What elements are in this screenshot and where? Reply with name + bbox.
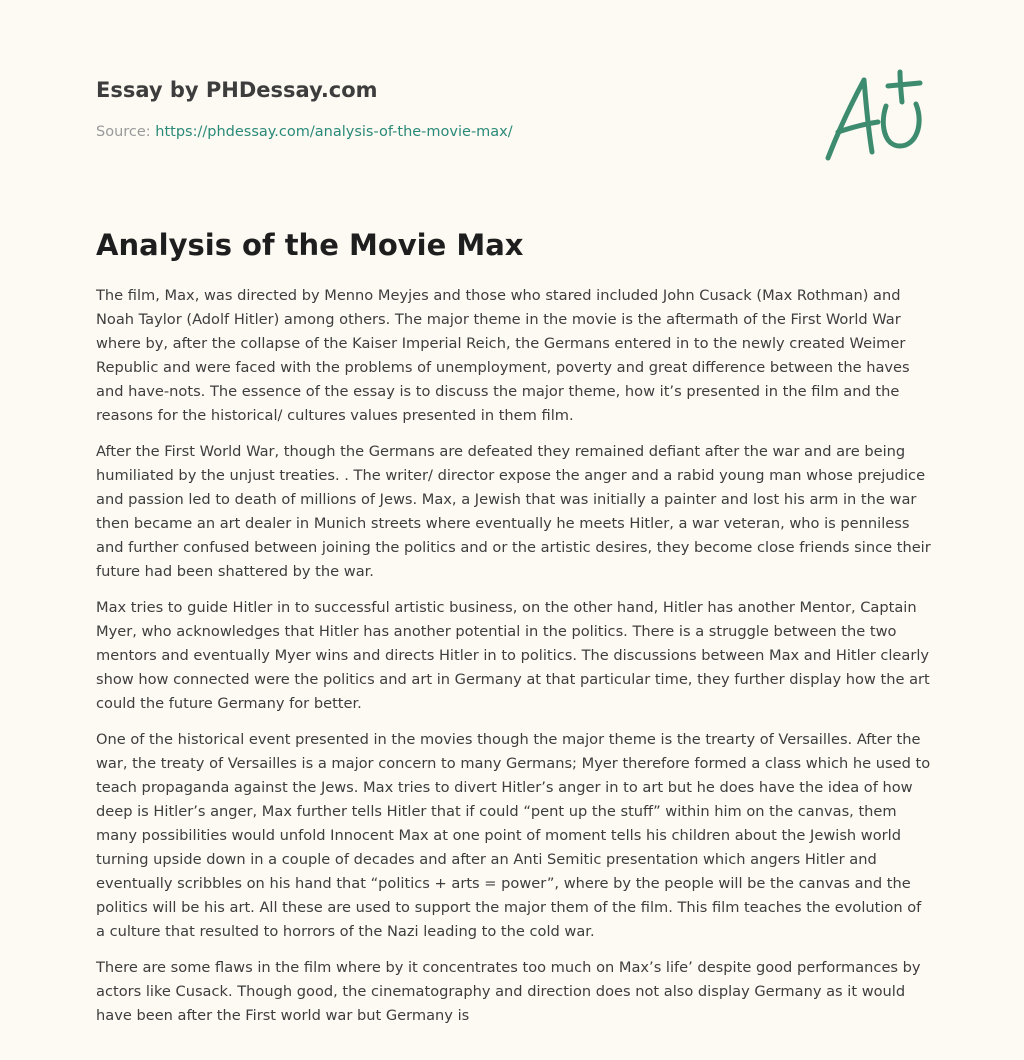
essay-paragraph: One of the historical event presented in the movies though the major theme is the trearty of Versailles. After the war, the treaty of Versailles is a major concern to many Germans; Myer therefore formed a class which he used to teach propaganda against the Jews. Max tries to divert Hitler’s anger in to art but he does have the idea of how deep is Hitler’s anger, Max further tells Hitler that if could “pent up the stuff” within him on the canvas, them many possibilities would unfold Innocent Max at one point of moment tells his children about the Jewish world turning upside down in a couple of decades and after an Anti Semitic presentation which angers Hitler and eventually scribbles on his hand that “politics + arts = power”, where by the people will be the canvas and the politics will be his art. All these are used to support the major them of the film. This film teaches the evolution of a culture that resulted to horrors of the Nazi leading to the cold war. (96, 731, 931, 940)
source-line (96, 122, 796, 142)
site-title: Essay by PHDessay.com (96, 78, 378, 102)
page-header (96, 76, 796, 142)
essay-title: Analysis of the Movie Max (96, 228, 524, 262)
essay-body (96, 284, 932, 1040)
essay-paragraph: There are some flaws in the film where by it concentrates too much on Max’s life’ despite good performances by actors like Cusack. Though good, the cinematography and direction does not also display Germany as it would have been after the First world war but Germany is (96, 959, 921, 1024)
a-plus-grade-icon (820, 66, 932, 170)
source-link[interactable]: https://phdessay.com/analysis-of-the-movie-max/ (155, 124, 513, 140)
essay-paragraph: The film, Max, was directed by Menno Meyjes and those who stared included John Cusack (Max Rothman) and Noah Taylor (Adolf Hitler) among others. The major theme in the movie is the aftermath of the First World War where by, after the collapse of the Kaiser Imperial Reich, the Germans entered in to the newly created Weimer Republic and were faced with the problems of unemployment, poverty and great difference between the haves and have-nots. The essence of the essay is to discuss the major theme, how it’s presented in the film and the reasons for the historical/ cultures values presented in them film. (96, 287, 910, 424)
source-label: Source: (96, 124, 156, 140)
essay-paragraph: After the First World War, though the Germans are defeated they remained defiant after the war and are being humiliated by the unjust treaties. . The writer/ director expose the anger and a rabid young man whose prejudice and passion led to death of millions of Jews. Max, a Jewish that was initially a painter and lost his arm in the war then became an art dealer in Munich streets where eventually he meets Hitler, a war veteran, who is penniless and further confused between joining the politics and or the artistic desires, they become close friends since their future had been shattered by the war. (96, 443, 931, 580)
essay-paragraph: Max tries to guide Hitler in to successful artistic business, on the other hand, Hitler has another Mentor, Captain Myer, who acknowledges that Hitler has another potential in the politics. There is a struggle between the two mentors and eventually Myer wins and directs Hitler in to politics. The discussions between Max and Hitler clearly show how connected were the politics and art in Germany at that particular time, they further display how the art could the future Germany for better. (96, 599, 930, 712)
